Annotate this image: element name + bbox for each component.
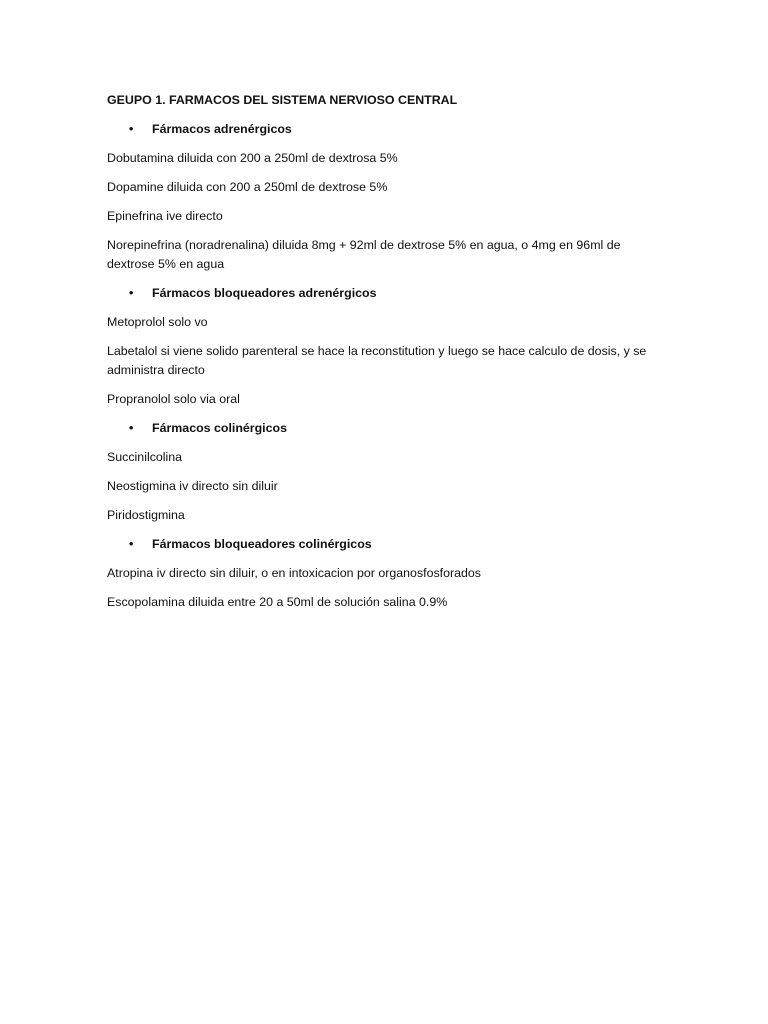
- drug-entry: Metoprolol solo vo: [107, 315, 208, 329]
- drug-entry: Escopolamina diluida entre 20 a 50ml de solución salina 0.9%: [107, 595, 448, 609]
- drug-entry: Piridostigmina: [107, 508, 185, 522]
- bullet-icon: •: [129, 537, 134, 551]
- bullet-icon: •: [129, 122, 134, 136]
- section-heading: [107, 284, 667, 303]
- section-heading-text: Fármacos bloqueadores adrenérgicos: [152, 286, 377, 300]
- drug-entry: Dobutamina diluida con 200 a 250ml de dextrosa 5%: [107, 151, 398, 165]
- drug-entry: Epinefrina ive directo: [107, 209, 223, 223]
- bullet-icon: •: [129, 421, 134, 435]
- drug-entry: Labetalol si viene solido parenteral se hace la reconstitution y luego se hace calculo de dosis, y se administra directo: [107, 344, 647, 377]
- section-heading: [107, 419, 667, 438]
- section-heading-text: Fármacos bloqueadores colinérgicos: [152, 537, 372, 551]
- document-page: [107, 91, 667, 622]
- drug-entry: Norepinefrina (noradrenalina) diluida 8mg + 92ml de dextrose 5% en agua, o 4mg en 96ml de dextrose 5% en agua: [107, 238, 621, 271]
- drug-entry: Atropina iv directo sin diluir, o en intoxicacion por organosfosforados: [107, 566, 481, 580]
- section-heading: [107, 120, 667, 139]
- document-title: GEUPO 1. FARMACOS DEL SISTEMA NERVIOSO CENTRAL: [107, 93, 458, 107]
- section-heading-text: Fármacos colinérgicos: [152, 421, 287, 435]
- section-heading: [107, 535, 667, 554]
- drug-entry: Propranolol solo via oral: [107, 392, 240, 406]
- drug-entry: Neostigmina iv directo sin diluir: [107, 479, 278, 493]
- section-heading-text: Fármacos adrenérgicos: [152, 122, 292, 136]
- drug-entry: Succinilcolina: [107, 450, 183, 464]
- bullet-icon: •: [129, 286, 134, 300]
- drug-entry: Dopamine diluida con 200 a 250ml de dextrose 5%: [107, 180, 388, 194]
